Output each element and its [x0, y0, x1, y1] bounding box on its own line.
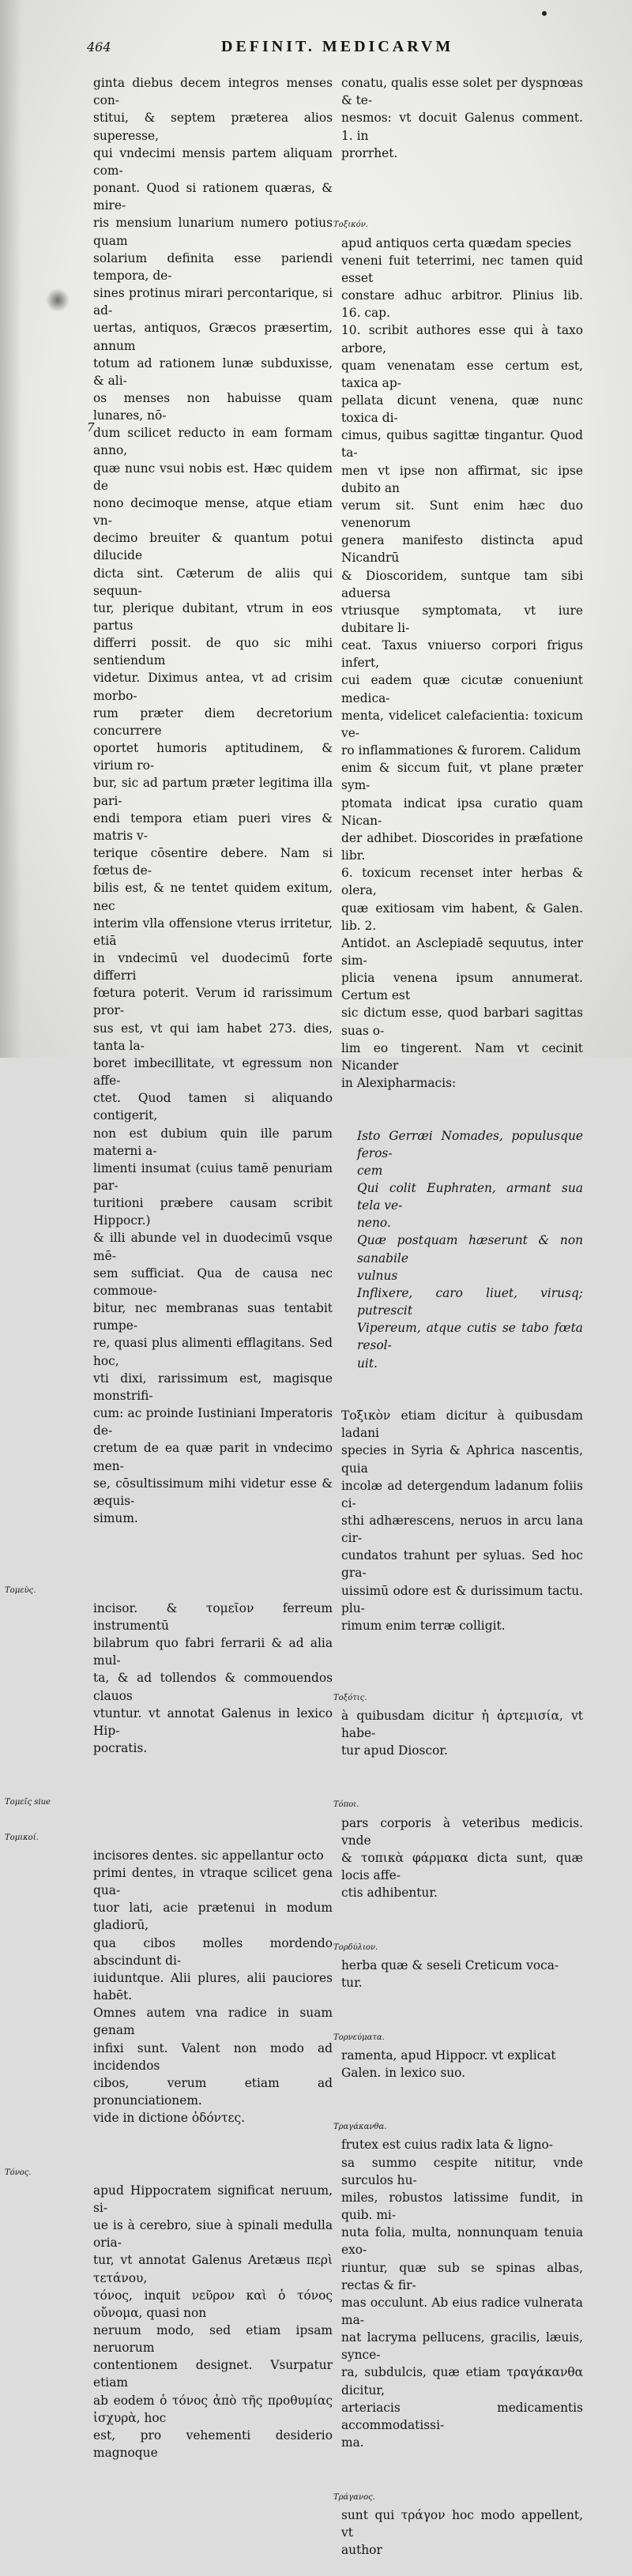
entry-text: herba quæ & seseli Creticum voca- tur.	[341, 1957, 559, 1991]
continued-paragraph: conatu, qualis esse solet per dyspnœas & te- nesmos: vt docuit Galenus comment. 1. in prorrhet.	[341, 76, 583, 160]
dictionary-entry	[333, 2009, 583, 2081]
page-number: 464	[87, 39, 111, 55]
entry-headword: Τόνος.	[5, 2168, 32, 2177]
entry-headword: Τοξικόν.	[333, 220, 368, 230]
entry-headword: Τορνεύματα.	[333, 2033, 385, 2042]
entry-headword: Τόποι.	[333, 1800, 359, 1810]
entry-text: incisores dentes. sic appellantur octo primi dentes, in vtraque scilicet gena qua- tuor lati, acie prætenui in modum gladiorū, qua cibos molles mordendo abscindunt di- iuiduntque. Alii plures, alii pauciores habēt. Omnes autem vna radice in suam genam infixi sunt. Valent non modo ad incidendos cibos, verum etiam ad pronunciationem. vide in dictione ὀδόντες.	[93, 1848, 333, 2126]
dictionary-entry	[333, 2099, 583, 2451]
margin-note: 7	[87, 420, 95, 434]
dictionary-entry	[333, 197, 583, 1092]
entry-headword: Τραγάκανθα.	[333, 2123, 387, 2132]
right-column	[333, 57, 583, 2576]
dictionary-entry	[5, 1562, 333, 1757]
entry-headword: Τράγανος.	[333, 2492, 375, 2502]
page-header	[87, 38, 561, 57]
verse-quotation: Isto Gerræi Nomades, populusque feros- cem Qui colit Euphraten, armant sua tela ve- neno. Quæ postquam hæserunt & non sanabile vulnus Inflixere, caro liuet, virusq; putrescit Vipereum, atque cutis se tabo fœta resol- uit.	[357, 1128, 583, 1371]
entry-text: à quibusdam dicitur ἡ ἀρτεμισία, vt habe- tur apud Dioscor.	[341, 1708, 583, 1758]
entry-headword: Τομεῖς siue	[5, 1798, 51, 1807]
dictionary-entry	[333, 2469, 583, 2559]
entry-text: ramenta, apud Hippocr. vt explicat Galen. in lexico suo.	[341, 2048, 556, 2080]
dictionary-entry	[333, 1920, 583, 1992]
ink-blot	[46, 288, 70, 312]
dictionary-entry	[5, 2144, 333, 2461]
after-verse-paragraph: Τοξικὸν etiam dicitur à quibusdam ladani species in Syria & Aphrica nascentis, quia incolæ ad detergendum ladanum foliis ci- sthi adhærescens, neruos in arcu lana cir- cundatos trahunt per syluas. Sed hoc gra- uissimū odore est & durissimum tactu. plu- rimum enim terræ colligit.	[341, 1408, 583, 1633]
continued-paragraph: ginta diebus decem integros menses con- stitui, & septem præterea alios superesse, qui vndecimi mensis partem aliquam com- ponant. Quod si rationem quæras, & mire- ris mensium lunarium numero potius quam solarium definita esse pariendi tempora, de- sines protinus mirari percontarique, si ad- uertas, antiquos, Græcos præsertim, annum totum ad rationem lunæ subduxisse, & ali- os menses non habuisse quam lunares, nō- dum scilicet reducto in eam formam anno, quæ nunc vsui nobis est. Hæc quidem de nono decimoque mense, atque etiam vn- decimo breuiter & quantum potui dilucide dicta sint. Cæterum de aliis qui sequun- tur, plerique dubitant, vtrum in eos partus differri possit. de quo sic mihi sentiendum videtur. Diximus antea, vt ad crisim morbo- rum præter diem decretorium concurrere oportet humoris aptitudinem, & virium ro- bur, sic ad partum præter legitima illa pari- endi tempora etiam pueri vires & matris v- terique cōsentire debere. Nam si fœtus de- bilis est, & ne tentet quidem exitum, nec interim vlla offensione vterus irritetur, etiā in vndecimū vel duodecimū forte differri fœtura poterit. Verum id rarissimum pror- sus est, vt qui iam habet 273. dies, tanta la- boret imbecillitate, vt egressum non affe- ctet. Quod tamen si aliquando contigerit, non est dubium quin ille parum materni a- limenti insumat (cuius tamē penuriam par- turitioni præbere causam scribit Hippocr.) & illi abunde vel in duodecimū vsque mē- sem sufficiat. Qua de causa nec commoue- bitur, nec membranas suas tentabit rumpe- re, quasi plus alimenti efflagitans. Sed hoc, vti dixi, rarissimum est, magisque monstrifi- cum: ac proinde Iustiniani Imperatoris de- cretum de ea quæ parit in vndecimo men- se, cōsultissimum mihi videtur esse & æquis- simum.	[93, 76, 333, 1525]
entry-text: pars corporis à veteribus medicis. vnde & τοπικὰ φάρμακα dicta sunt, quæ locis affe- ctis adhibentur.	[341, 1815, 583, 1901]
left-column	[5, 57, 333, 2479]
entry-headword: Τομικοί.	[5, 1833, 39, 1842]
dictionary-entry	[333, 1777, 583, 1901]
dictionary-entry	[333, 1669, 583, 1759]
entry-text: sunt qui τράγον hoc modo appellent, vt author	[341, 2507, 583, 2558]
ink-speck	[542, 11, 547, 16]
dictionary-entry	[5, 1809, 333, 2127]
dictionary-entry	[5, 1774, 333, 1807]
running-title: DEFINIT. MEDICARVM	[221, 38, 454, 55]
entry-text: incisor. & τομεῖον ferreum instrumentū bilabrum quo fabri ferrarii & ad alia mul- ta, & ad tollendos & commouendos clauos vtuntur. vt annotat Galenus in lexico Hip- pocratis.	[93, 1600, 333, 1755]
entry-text: apud Hippocratem significat neruum, si- ue is à cerebro, siue à spinali medulla oria- tur, vt annotat Galenus Aretæus περὶ τετάνου, τόνος, inquit νεῦρον καὶ ὁ τόνος οὔνομα, quasi non neruum modo, sed etiam ipsam neruorum contentionem designet. Vsurpatur etiam ab eodem ὁ τόνος ἀπὸ τῆς προθυμίας ἰσχυρὰ, hoc est, pro vehementi desiderio magnoque	[93, 2183, 333, 2461]
entry-text: apud antiquos certa quædam species veneni fuit teterrimi, nec tamen quid esset constare adhuc arbitror. Plinius lib. 16. cap. 10. scribit authores esse qui à taxo arbore, quam venenatam esse certum est, taxica ap- pellata dicunt venena, quæ nunc toxica di- cimus, quibus sagittæ tingantur. Quod ta- men vt ipse non affirmat, sic ipse dubito an verum sit. Sunt enim hæc duo venenorum genera manifesto distincta apud Nicandrū & Dioscoridem, suntque tam sibi aduersa vtriusque symptomata, vt iure dubitare li- ceat. Taxus vniuerso corpori frigus infert, cui eadem quæ cicutæ conueniunt medica- menta, videlicet calefacientia: toxicum ve- ro inflammationes & furorem. Calidum enim & siccum fuit, vt plane præter sym- ptomata indicat ipsa curatio quam Nican- der adhibet. Dioscorides in præfatione libr. 6. toxicum recenset inter herbas & olera, quæ exitiosam vim habent, & Galen. lib. 2. Antidot. an Asclepiadē sequutus, inter sim- plicia venena ipsum annumerat. Certum est sic dictum esse, quod barbari sagittas suas o- lim eo tingerent. Nam vt cecinit Nicander in Alexipharmacis:	[341, 235, 583, 1091]
binding-shadow	[0, 0, 22, 1058]
entry-headword: Τορδύλιον.	[333, 1942, 378, 1952]
entry-headword: Τομεὺς.	[5, 1585, 36, 1595]
entry-headword: Τοξότις.	[333, 1693, 367, 1702]
entry-text: frutex est cuius radix lata & ligno- sa summo cespite nititur, vnde surculos hu- miles, robustos latissime fundit, in quib. mi- nuta folia, multa, nonnunquam tenuia exo- riuntur, quæ sub se spinas albas, rectas & fir- mas occulunt. Ab eius radice vulnerata ma- nat lacryma pellucens, gracilis, læuis, synce- ra, subdulcis, quæ etiam τραγάκανθα dicitur, arteriacis medicamentis accommodatissi- ma.	[341, 2138, 583, 2450]
